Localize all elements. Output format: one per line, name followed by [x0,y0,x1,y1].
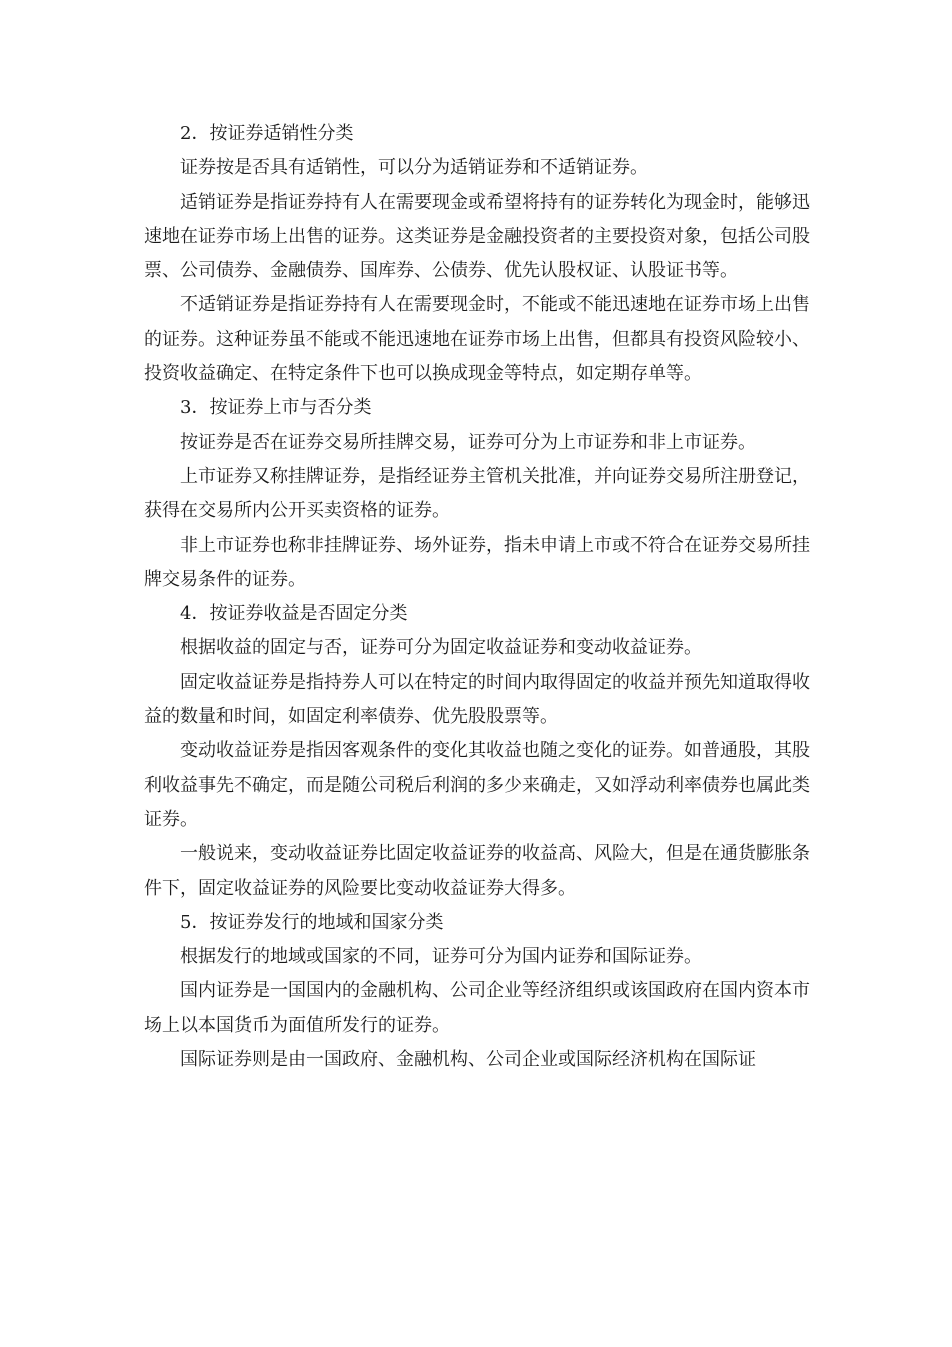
paragraph: 不适销证券是指证券持有人在需要现金时，不能或不能迅速地在证券市场上出售的证券。这种证券虽不能或不能迅速地在证券市场上出售，但都具有投资风险较小、投资收益确定、在特定条件下也可以换成现金等特点，如定期存单等。 [144,294,810,385]
paragraph: 一般说来，变动收益证券比固定收益证券的收益高、风险大，但是在通货膨胀条件下，固定收益证券的风险要比变动收益证券大得多。 [144,843,810,899]
paragraph: 变动收益证券是指因客观条件的变化其收益也随之变化的证券。如普通股，其股利收益事先不确定，而是随公司税后利润的多少来确走，又如浮动利率债券也属此类证券。 [144,740,810,830]
paragraph: 根据发行的地域或国家的不同，证券可分为国内证券和国际证券。 [180,946,702,968]
paragraph: 上市证券又称挂牌证券，是指经证券主管机关批准，并向证券交易所注册登记，获得在交易所内公开买卖资格的证券。 [144,465,810,522]
section-heading-5: 5．按证券发行的地域和国家分类 [180,911,444,933]
paragraph: 非上市证券也称非挂牌证券、场外证券，指未申请上市或不符合在证券交易所挂牌交易条件的证券。 [144,534,810,590]
paragraph: 国内证券是一国国内的金融机构、公司企业等经济组织或该国政府在国内资本市场上以本国货币为面值所发行的证券。 [144,980,810,1036]
section-heading-2: 2．按证券适销性分类 [180,123,354,144]
paragraph: 根据收益的固定与否，证券可分为固定收益证券和变动收益证券。 [180,637,702,659]
section-heading-3: 3．按证券上市与否分类 [180,397,372,419]
paragraph: 国际证券则是由一国政府、金融机构、公司企业或国际经济机构在国际证 [180,1049,756,1071]
document-body [144,117,810,1077]
section-heading-4: 4．按证券收益是否固定分类 [180,603,408,625]
paragraph: 按证券是否在证券交易所挂牌交易，证券可分为上市证券和非上市证券。 [180,431,756,453]
paragraph: 适销证券是指证券持有人在需要现金或希望将持有的证券转化为现金时，能够迅速地在证券市场上出售的证券。这类证券是金融投资者的主要投资对象，包括公司股票、公司债券、金融债券、国库券、公债券、优先认股权证、认股证书等。 [144,191,810,282]
paragraph: 固定收益证券是指持券人可以在特定的时间内取得固定的收益并预先知道取得收益的数量和时间，如固定利率债券、优先股股票等。 [144,671,810,728]
paragraph: 证券按是否具有适销性，可以分为适销证券和不适销证券。 [180,157,648,179]
